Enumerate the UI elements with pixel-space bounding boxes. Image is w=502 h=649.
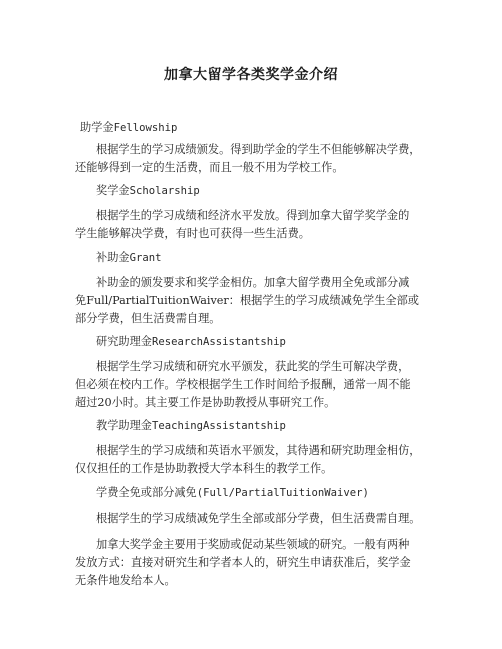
heading-cn: 助学金	[80, 121, 114, 134]
paragraph-line: 补助金的颁发要求和奖学金相仿。加拿大留学费用全免或部分减	[96, 276, 410, 289]
section-heading-fellowship	[80, 121, 177, 135]
paragraph-line: 根据学生的学习成绩减免学生全部或部分学费，但生活费需自理。	[96, 512, 421, 525]
heading-cn: 奖学金	[96, 184, 130, 197]
heading-en: Fellowship	[113, 122, 178, 134]
heading-en: Grant	[129, 252, 162, 264]
heading-cn: 补助金	[96, 251, 130, 264]
heading-en: TeachingAssistantship	[151, 420, 286, 432]
paragraph-line: 根据学生学习成绩和研究水平颁发，获此奖的学生可解决学费，	[96, 360, 410, 373]
paragraph-line: 根据学生的学习成绩和英语水平颁发，其待遇和研究助理金相仿，	[96, 444, 421, 457]
paragraph-line: 学生能够解决学费，有时也可获得一些生活费。	[75, 227, 310, 240]
heading-en: Scholarship	[129, 185, 200, 197]
heading-cn: 研究助理金	[96, 335, 152, 348]
paragraph-line: 免Full/PartialTuitionWaiver：根据学生的学习成绩减免学生全部或	[75, 294, 419, 307]
paragraph-line: 根据学生的学习成绩和经济水平发放。得到加拿大留学奖学金的	[96, 209, 410, 222]
section-heading-research-assistantship	[96, 335, 286, 349]
section-heading-grant	[96, 251, 161, 265]
document-title: 加拿大留学各类奖学金介绍	[164, 67, 338, 83]
paragraph-line: 加拿大奖学金主要用于奖励或促动某些领域的研究。一般有两种	[96, 538, 410, 551]
section-heading-teaching-assistantship	[96, 419, 286, 433]
paragraph-line: 根据学生的学习成绩颁发。得到助学金的学生不但能够解决学费，	[96, 143, 421, 156]
heading-cn: 学费全免或部分减免	[96, 486, 197, 499]
paragraph-line: 还能够得到一定的生活费，而且一般不用为学校工作。	[75, 161, 344, 174]
paragraph-line: 部分学费，但生活费需自理。	[75, 312, 221, 325]
heading-en: (Full/PartialTuitionWaiver)	[196, 487, 369, 499]
section-heading-scholarship	[96, 184, 200, 198]
paragraph-line: 但必须在校内工作。学校根据学生工作时间给予报酬，通常一周不能	[75, 378, 411, 391]
section-heading-tuition-waiver	[96, 486, 369, 500]
paragraph-line: 超过20小时。其主要工作是协助教授从事研究工作。	[75, 396, 336, 409]
heading-cn: 教学助理金	[96, 419, 152, 432]
paragraph-line: 仅仅担任的工作是协助教授大学本科生的教学工作。	[75, 462, 333, 475]
paragraph-line: 无条件地发给本人。	[75, 574, 176, 587]
paragraph-line: 发放方式：直接对研究生和学者本人的，研究生申请获准后，奖学金	[75, 556, 411, 569]
heading-en: ResearchAssistantship	[151, 336, 286, 348]
